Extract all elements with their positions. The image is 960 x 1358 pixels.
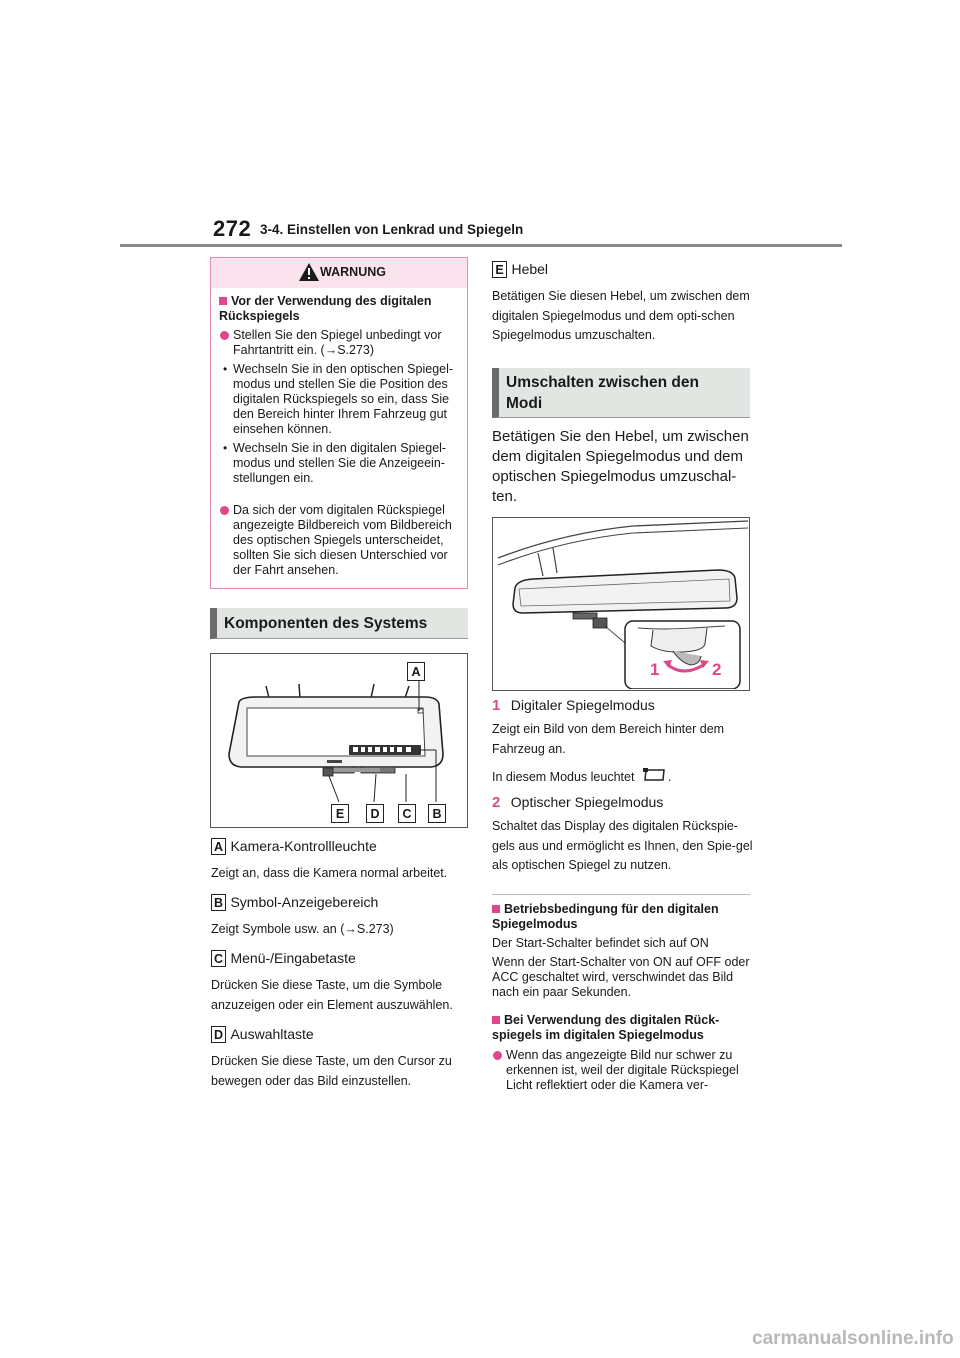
item-title: Symbol-Anzeigebereich	[230, 894, 379, 910]
dot-bullet-icon	[220, 331, 229, 340]
page-number: 272	[213, 216, 252, 241]
mirror-components-figure	[210, 653, 468, 828]
lamp-text-end: .	[667, 770, 672, 784]
chapter-title: 3-4. Einstellen von Lenkrad und Spiegeln	[260, 222, 524, 237]
figure-number-1: 1	[650, 660, 660, 679]
warning-title: WARNUNG	[320, 265, 386, 279]
dash-bullet-icon: •	[223, 441, 228, 455]
header-rule	[120, 244, 842, 247]
warning-sub-2: Wechseln Sie in den digitalen Spiegel-modus und stellen Sie die Anzeigeein-stellungen ein.	[233, 441, 447, 485]
dot-bullet-icon	[493, 1051, 502, 1060]
mode-lamp-line	[492, 767, 754, 788]
square-bullet-icon	[492, 905, 500, 913]
modes-intro: Betätigen Sie den Hebel, um zwischen dem digitalen Spiegelmodus und dem optischen Spiegelmodus umzuschal-ten.	[492, 428, 749, 505]
section-title: Umschalten zwischen den Modi	[506, 374, 699, 412]
component-item-a	[211, 838, 469, 884]
component-item-e	[492, 261, 752, 346]
dot-bullet-icon	[220, 506, 229, 515]
footer-watermark: carmanualsonline.info	[752, 1328, 954, 1349]
item-letter: B	[211, 894, 226, 911]
digital-mirror-lamp-icon	[642, 767, 668, 783]
mode-number: 1	[492, 697, 501, 714]
item-text: Drücken Sie diese Taste, um den Cursor zu bewegen oder das Bild einzustellen.	[211, 1054, 452, 1088]
component-item-c	[211, 950, 469, 1015]
figure-label-a: A	[407, 662, 425, 681]
section-header-components	[210, 608, 468, 639]
component-item-b	[211, 894, 469, 940]
item-letter: A	[211, 838, 226, 855]
note-text-2: Wenn der Start-Schalter von ON auf OFF oder ACC geschaltet wird, verschwindet das Bild nach ein paar Sekunden.	[492, 955, 750, 999]
item-title: Auswahltaste	[230, 1026, 314, 1042]
note-text-1: Der Start-Schalter befindet sich auf ON	[492, 936, 709, 950]
notes-divider	[492, 894, 750, 895]
figure-number-2: 2	[712, 660, 722, 679]
item-letter: D	[211, 1026, 226, 1043]
component-item-d	[211, 1026, 469, 1091]
mode-1	[492, 697, 754, 788]
mode-title: Digitaler Spiegelmodus	[510, 697, 655, 713]
mode-text: Schaltet das Display des digitalen Rückspie-gels aus und ermöglicht es Ihnen, den Spie-gel als optischen Spiegel zu nutzen.	[492, 819, 753, 872]
warning-point-2: Da sich der vom digitalen Rückspiegel angezeigte Bildbereich vom Bildbereich des optischen Spiegels unterscheidet, sollten Sie sich diesen Unterschied vor der Fahrt ansehen.	[233, 503, 452, 577]
lamp-text: In diesem Modus leuchtet	[492, 770, 635, 784]
figure-label-c: C	[398, 804, 416, 823]
dash-bullet-icon: •	[223, 362, 228, 376]
item-text: Betätigen Sie diesen Hebel, um zwischen dem digitalen Spiegelmodus und dem opti-schen Spiegelmodus umzuschalten.	[492, 289, 750, 342]
warning-header	[211, 258, 467, 288]
item-text: Drücken Sie diese Taste, um die Symbole anzuzeigen oder ein Element auszuwählen.	[211, 978, 453, 1012]
item-letter: E	[492, 261, 507, 278]
figure-label-d: D	[366, 804, 384, 823]
square-bullet-icon	[492, 1016, 500, 1024]
item-letter: C	[211, 950, 226, 967]
figure-label-e: E	[331, 804, 349, 823]
mirror-illustration	[211, 654, 466, 826]
note-text-3: Wenn das angezeigte Bild nur schwer zu erkennen ist, weil der digitale Rückspiegel Licht reflektiert oder die Kamera ver-	[506, 1048, 739, 1092]
square-bullet-icon	[219, 297, 227, 305]
figure-label-b: B	[428, 804, 446, 823]
lever-figure	[492, 517, 750, 691]
note-heading-2: Bei Verwendung des digitalen Rück-spiegels im digitalen Spiegelmodus	[492, 1013, 720, 1042]
item-text: Zeigt Symbole usw. an (→S.273)	[211, 922, 394, 936]
mode-2	[492, 794, 754, 876]
item-title: Menü-/Eingabetaste	[230, 950, 356, 966]
section-title: Komponenten des Systems	[224, 615, 428, 632]
mode-text: Zeigt ein Bild von dem Bereich hinter dem Fahrzeug an.	[492, 722, 725, 756]
mode-title: Optischer Spiegelmodus	[510, 794, 664, 810]
warning-box	[210, 257, 468, 589]
section-header-modes	[492, 368, 750, 418]
lever-illustration	[493, 518, 748, 689]
warning-subheading: Vor der Verwendung des digitalen Rückspiegels	[219, 294, 432, 323]
warning-point-1: Stellen Sie den Spiegel unbedingt vor Fahrtantritt ein. (→S.273)	[233, 328, 442, 357]
item-title: Hebel	[511, 261, 549, 277]
mode-number: 2	[492, 794, 501, 811]
warning-sub-1: Wechseln Sie in den optischen Spiegel-modus und stellen Sie die Position des digitalen Rückspiegels so ein, dass Sie den Bereich hinter Ihrem Fahrzeug gut einsehen können.	[233, 362, 454, 436]
item-text: Zeigt an, dass die Kamera normal arbeitet.	[211, 866, 448, 880]
note-heading-1: Betriebsbedingung für den digitalen Spiegelmodus	[492, 902, 719, 931]
item-title: Kamera-Kontrollleuchte	[230, 838, 377, 854]
